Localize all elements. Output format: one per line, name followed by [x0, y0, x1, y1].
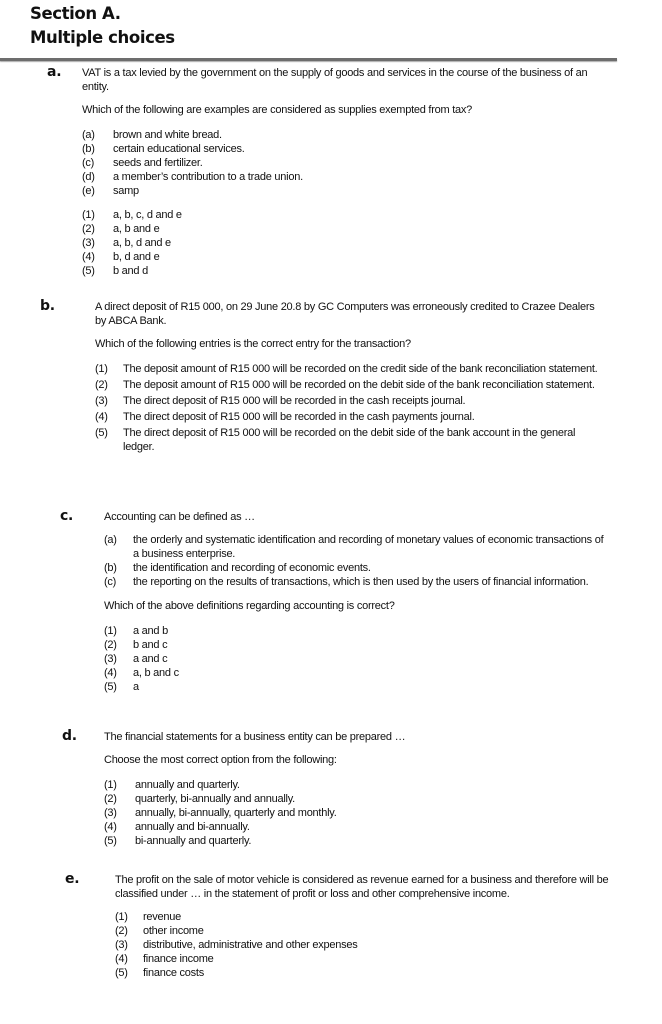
item-text: quarterly, bi-annually and annually. [135, 793, 295, 805]
question-body [104, 730, 612, 858]
item-key: (2) [104, 639, 117, 651]
item-key: (4) [104, 821, 117, 833]
item-key: (a) [104, 534, 117, 546]
item-text: the reporting on the results of transactions, which is then used by the users of financial information. [133, 576, 589, 588]
item-key: (3) [82, 237, 95, 249]
item-text: finance costs [143, 967, 204, 979]
statement-list-item [104, 533, 612, 561]
item-text: a and c [133, 653, 168, 665]
question-body [82, 66, 597, 288]
answer-options [104, 778, 612, 848]
answer-options-item [115, 952, 621, 966]
item-key: (2) [115, 925, 128, 937]
answer-options-item [104, 792, 612, 806]
item-text: certain educational services. [113, 143, 245, 155]
statement-list-item [82, 184, 597, 198]
question-label: d. [62, 728, 77, 744]
statement-list-item [82, 142, 597, 156]
item-text: the orderly and systematic identification and recording of monetary values of economic transactions of a business enterprise. [133, 534, 604, 560]
answer-options-item [82, 208, 597, 222]
question-label: b. [40, 298, 55, 314]
item-key: (4) [95, 411, 108, 423]
item-text: annually and bi-annually. [135, 821, 250, 833]
answer-options-item [95, 378, 605, 392]
item-text: b and c [133, 639, 168, 651]
answer-options-item [95, 410, 605, 424]
item-text: The direct deposit of R15 000 will be recorded in the cash payments journal. [123, 411, 475, 423]
answer-options [115, 910, 621, 980]
item-text: a, b, d and e [113, 237, 171, 249]
answer-options [104, 624, 612, 694]
answer-options-item [104, 638, 612, 652]
item-key: (b) [104, 562, 117, 574]
item-key: (c) [104, 576, 117, 588]
item-key: (c) [82, 157, 95, 169]
item-key: (5) [95, 427, 108, 439]
statement-list-item [104, 561, 612, 575]
statement-list-item [104, 575, 612, 589]
item-key: (2) [95, 379, 108, 391]
question-stem: The profit on the sale of motor vehicle is considered as revenue earned for a business and therefore will be classified under … in the statement of profit or loss and other comprehensive income. [115, 874, 609, 900]
item-text: The deposit amount of R15 000 will be recorded on the debit side of the bank reconciliation statement. [123, 379, 595, 391]
answer-options-item [115, 966, 621, 980]
section-heading: Section A. [30, 4, 121, 23]
item-text: a [133, 681, 139, 693]
item-key: (d) [82, 171, 95, 183]
item-key: (5) [104, 681, 117, 693]
item-key: (3) [104, 807, 117, 819]
answer-options-item [104, 624, 612, 638]
item-text: a and b [133, 625, 168, 637]
item-key: (2) [104, 793, 117, 805]
answer-options-item [104, 666, 612, 680]
statement-list-item [82, 170, 597, 184]
answer-options-item [104, 652, 612, 666]
item-key: (a) [82, 129, 95, 141]
question-label: e. [65, 871, 80, 887]
answer-options [82, 208, 597, 278]
item-key: (3) [95, 395, 108, 407]
statement-list-item [82, 156, 597, 170]
question-label: c. [60, 508, 74, 524]
item-text: finance income [143, 953, 214, 965]
item-text: The deposit amount of R15 000 will be recorded on the credit side of the bank reconciliation statement. [123, 363, 598, 375]
answer-options-item [104, 820, 612, 834]
item-text: annually, bi-annually, quarterly and monthly. [135, 807, 337, 819]
question-body [115, 873, 621, 990]
answer-options-item [82, 250, 597, 264]
question-stem: A direct deposit of R15 000, on 29 June 20.8 by GC Computers was erroneously credited to Crazee Dealers by ABCA Bank. [95, 301, 595, 327]
statement-list [82, 128, 597, 198]
answer-options-item [82, 236, 597, 250]
item-text: revenue [143, 911, 182, 923]
item-text: a, b, c, d and e [113, 209, 182, 221]
answer-options-item [104, 834, 612, 848]
answer-options [95, 362, 605, 454]
heading-divider [0, 58, 617, 61]
question-prompt: Which of the above definitions regarding accounting is correct? [104, 600, 395, 612]
question-stem: VAT is a tax levied by the government on the supply of goods and services in the course of the business of an entity. [82, 67, 588, 93]
item-text: a, b and e [113, 223, 160, 235]
question-body [104, 510, 612, 704]
item-text: distributive, administrative and other expenses [143, 939, 358, 951]
question-stem: Accounting can be defined as … [104, 511, 255, 523]
question-label: a. [47, 64, 62, 80]
statement-list-item [82, 128, 597, 142]
item-text: annually and quarterly. [135, 779, 240, 791]
question-prompt: Which of the following are examples are considered as supplies exempted from tax? [82, 104, 473, 116]
item-key: (1) [104, 625, 117, 637]
item-text: seeds and fertilizer. [113, 157, 203, 169]
answer-options-item [95, 394, 605, 408]
item-text: b and d [113, 265, 148, 277]
item-key: (1) [82, 209, 95, 221]
item-key: (1) [95, 363, 108, 375]
item-key: (b) [82, 143, 95, 155]
question-body [95, 300, 605, 464]
item-key: (3) [115, 939, 128, 951]
item-text: The direct deposit of R15 000 will be recorded in the cash receipts journal. [123, 395, 466, 407]
answer-options-item [115, 910, 621, 924]
item-key: (4) [82, 251, 95, 263]
item-key: (1) [115, 911, 128, 923]
item-text: The direct deposit of R15 000 will be recorded on the debit side of the bank account in the general ledger. [123, 427, 576, 453]
answer-options-item [82, 264, 597, 278]
answer-options-item [95, 362, 605, 376]
section-subtitle: Multiple choices [30, 28, 175, 47]
item-key: (2) [82, 223, 95, 235]
item-text: a member’s contribution to a trade union. [113, 171, 303, 183]
item-text: the identification and recording of economic events. [133, 562, 371, 574]
item-key: (e) [82, 185, 95, 197]
item-text: a, b and c [133, 667, 179, 679]
answer-options-item [104, 680, 612, 694]
item-key: (3) [104, 653, 117, 665]
answer-options-item [104, 806, 612, 820]
item-text: samp [113, 185, 139, 197]
item-key: (5) [104, 835, 117, 847]
answer-options-item [104, 778, 612, 792]
answer-options-item [82, 222, 597, 236]
question-prompt: Choose the most correct option from the following: [104, 754, 337, 766]
item-text: b, d and e [113, 251, 160, 263]
question-stem: The financial statements for a business entity can be prepared … [104, 731, 406, 743]
item-text: bi-annually and quarterly. [135, 835, 252, 847]
item-key: (1) [104, 779, 117, 791]
answer-options-item [95, 426, 605, 454]
item-key: (4) [104, 667, 117, 679]
statement-list [104, 533, 612, 589]
answer-options-item [115, 924, 621, 938]
item-key: (4) [115, 953, 128, 965]
item-text: other income [143, 925, 204, 937]
item-key: (5) [115, 967, 128, 979]
item-key: (5) [82, 265, 95, 277]
answer-options-item [115, 938, 621, 952]
question-prompt: Which of the following entries is the correct entry for the transaction? [95, 338, 411, 350]
item-text: brown and white bread. [113, 129, 222, 141]
